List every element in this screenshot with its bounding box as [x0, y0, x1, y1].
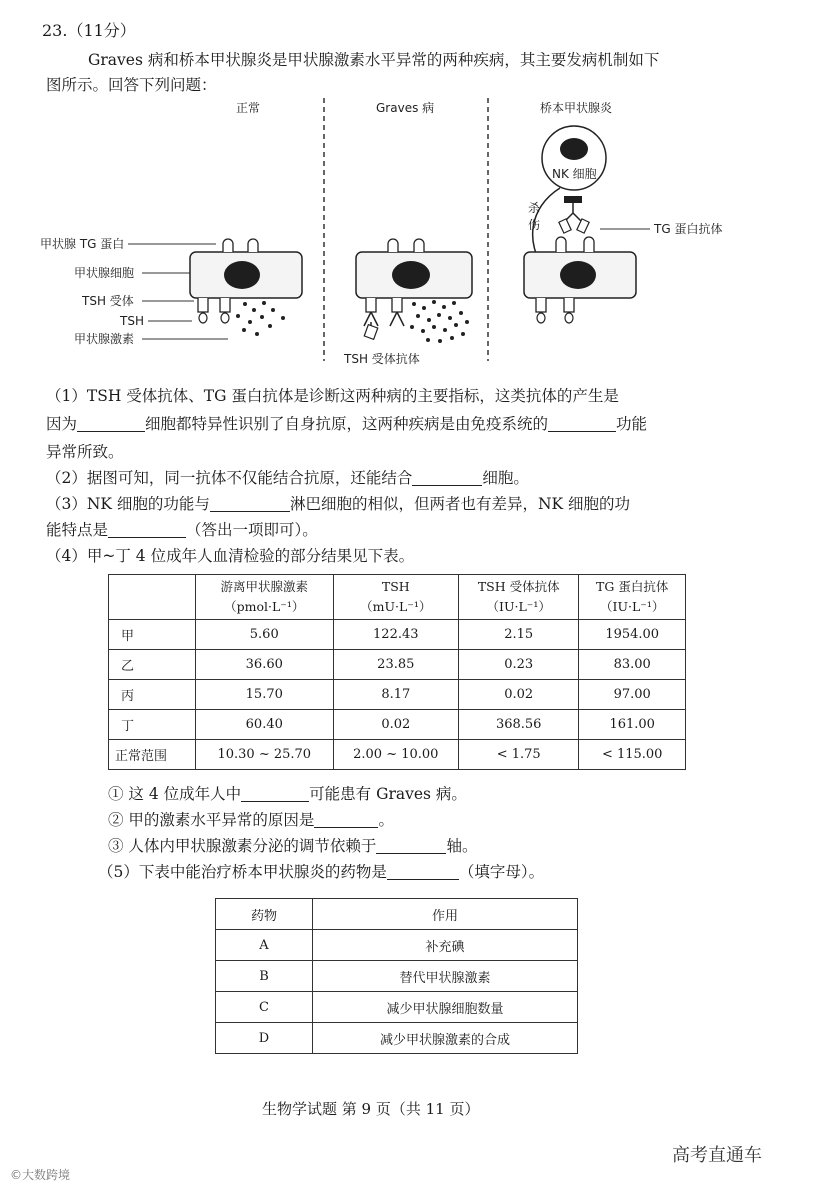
- drug-letter: A: [216, 930, 313, 961]
- drug-letter: D: [216, 1023, 313, 1054]
- cell: 368.56: [459, 710, 579, 740]
- table-row: [109, 710, 686, 740]
- serum-header-empty: [109, 575, 196, 620]
- label-kill-2: 伤: [528, 218, 541, 232]
- label-thyroid-hormone: 甲状腺激素: [74, 332, 135, 346]
- sub1-text-b: 可能患有 Graves 病。: [309, 785, 467, 803]
- cell: 122.43: [333, 620, 459, 650]
- blank-4b: [314, 812, 378, 829]
- part4-line: （4）甲~丁 4 位成年人血清检验的部分结果见下表。: [46, 547, 415, 565]
- cell: 161.00: [579, 710, 686, 740]
- header-hashimoto: 桥本甲状腺炎: [540, 101, 613, 115]
- drug-effect: 替代甲状腺激素: [313, 961, 578, 992]
- part1-line1: （1）TSH 受体抗体、TG 蛋白抗体是诊断这两种病的主要指标，这类抗体的产生是: [46, 387, 619, 405]
- row-label: 丙: [109, 680, 196, 710]
- blank-3b: [108, 522, 186, 539]
- cell: 5.60: [196, 620, 334, 650]
- label-tsh-receptor-antibody: TSH 受体抗体: [344, 352, 420, 366]
- watermark-right: 高考直通车: [672, 1145, 762, 1166]
- cell: 15.70: [196, 680, 334, 710]
- part3-text-d: （答出一项即可）。: [186, 521, 318, 539]
- part3-text-c: 能特点是: [46, 521, 109, 539]
- sub3-text-b: 轴。: [446, 837, 478, 855]
- part2-line: [46, 466, 529, 488]
- serum-header-tsh: TSH （mU·L⁻¹）: [333, 575, 459, 620]
- part1-text-c: 功能: [616, 415, 648, 433]
- normal-thyroid-cell: [190, 239, 302, 336]
- cell: 0.23: [459, 650, 579, 680]
- cell: < 115.00: [579, 740, 686, 770]
- page-footer: 生物学试题 第 9 页（共 11 页）: [262, 1100, 480, 1118]
- serum-results-table: [108, 574, 686, 770]
- blank-4c: [376, 838, 446, 855]
- header-graves: Graves 病: [376, 101, 435, 115]
- serum-header-free-th: 游离甲状腺激素 （pmol·L⁻¹）: [196, 575, 334, 620]
- cell: 83.00: [579, 650, 686, 680]
- table-row: [216, 930, 578, 961]
- row-label: 甲: [109, 620, 196, 650]
- cell: 0.02: [333, 710, 459, 740]
- part2-text-b: 细胞。: [482, 469, 529, 487]
- cell: 2.15: [459, 620, 579, 650]
- sub3-text-a: ③ 人体内甲状腺激素分泌的调节依赖于: [108, 837, 377, 855]
- blank-2: [412, 470, 482, 487]
- label-nk-cell: NK 细胞: [552, 167, 597, 181]
- label-tsh-receptor: TSH 受体: [82, 294, 134, 308]
- intro-line-1: Graves 病和桥本甲状腺炎是甲状腺激素水平异常的两种疾病，其主要发病机制如下: [88, 51, 660, 69]
- part3-text-b: 淋巴细胞的相似，但两者也有差异，NK 细胞的功: [289, 495, 631, 513]
- cell: 1954.00: [579, 620, 686, 650]
- label-tsh: TSH: [120, 314, 144, 328]
- table-row: [109, 740, 686, 770]
- drug-table: [215, 898, 578, 1054]
- label-kill-1: 杀: [528, 201, 541, 215]
- table-row: [109, 650, 686, 680]
- drug-header-name: 药物: [216, 899, 313, 930]
- watermark-left: ©大数跨境: [10, 1168, 71, 1182]
- sub2-text-a: ② 甲的激素水平异常的原因是: [108, 811, 315, 829]
- blank-4a: [241, 786, 309, 803]
- drug-effect: 补充碘: [313, 930, 578, 961]
- table-row: [109, 620, 686, 650]
- hashimoto-panel: [524, 126, 722, 323]
- blank-3a: [210, 496, 290, 513]
- table-row: [216, 961, 578, 992]
- label-thyroid-cell: 甲状腺细胞: [74, 266, 135, 280]
- part3-line1: [46, 492, 630, 514]
- drug-header-row: [216, 899, 578, 930]
- part3-text-a: （3）NK 细胞的功能与: [46, 495, 210, 513]
- row-label: 丁: [109, 710, 196, 740]
- mechanism-diagram: [40, 96, 760, 371]
- drug-effect: 减少甲状腺细胞数量: [313, 992, 578, 1023]
- intro-line-2: 图所示。回答下列问题：: [46, 76, 217, 94]
- part1-text-a: 因为: [46, 415, 78, 433]
- row-label: 乙: [109, 650, 196, 680]
- cell: < 1.75: [459, 740, 579, 770]
- label-tg-protein: 甲状腺 TG 蛋白: [40, 237, 125, 251]
- cell: 8.17: [333, 680, 459, 710]
- drug-letter: B: [216, 961, 313, 992]
- part3-line2: [46, 518, 318, 540]
- blank-1b: [548, 416, 616, 433]
- sub3-line: [108, 834, 477, 856]
- cell: 2.00 ~ 10.00: [333, 740, 459, 770]
- sub1-text-a: ① 这 4 位成年人中: [108, 785, 242, 803]
- graves-thyroid-cell: [343, 239, 472, 366]
- serum-header-tg-ab: TG 蛋白抗体 （IU·L⁻¹）: [579, 575, 686, 620]
- drug-letter: C: [216, 992, 313, 1023]
- cell: 0.02: [459, 680, 579, 710]
- part5-text-a: （5）下表中能治疗桥本甲状腺炎的药物是: [98, 863, 387, 881]
- serum-header-row: [109, 575, 686, 620]
- question-number: 23.（11分）: [42, 21, 136, 40]
- drug-effect: 减少甲状腺激素的合成: [313, 1023, 578, 1054]
- cell: 10.30 ~ 25.70: [196, 740, 334, 770]
- sub1-line: [108, 782, 467, 804]
- part5-text-b: （填字母）。: [458, 863, 545, 881]
- part1-line2: [46, 412, 647, 434]
- table-row: [216, 1023, 578, 1054]
- sub2-line: [108, 808, 394, 830]
- table-row: [216, 992, 578, 1023]
- cell: 60.40: [196, 710, 334, 740]
- drug-header-effect: 作用: [313, 899, 578, 930]
- part5-line: [98, 860, 544, 882]
- part2-text-a: （2）据图可知，同一抗体不仅能结合抗原，还能结合: [46, 469, 413, 487]
- serum-header-tsh-receptor-ab: TSH 受体抗体 （IU·L⁻¹）: [459, 575, 579, 620]
- label-tg-antibody: TG 蛋白抗体: [654, 222, 723, 236]
- table-row: [109, 680, 686, 710]
- cell: 97.00: [579, 680, 686, 710]
- cell: 36.60: [196, 650, 334, 680]
- blank-5: [387, 864, 459, 881]
- sub2-text-b: 。: [378, 811, 394, 829]
- row-label: 正常范围: [109, 740, 196, 770]
- cell: 23.85: [333, 650, 459, 680]
- header-normal: 正常: [236, 101, 261, 115]
- blank-1a: [77, 416, 145, 433]
- part1-line3: 异常所致。: [46, 443, 124, 461]
- part1-text-b: 细胞都特异性识别了自身抗原，这两种疾病是由免疫系统的: [145, 415, 549, 433]
